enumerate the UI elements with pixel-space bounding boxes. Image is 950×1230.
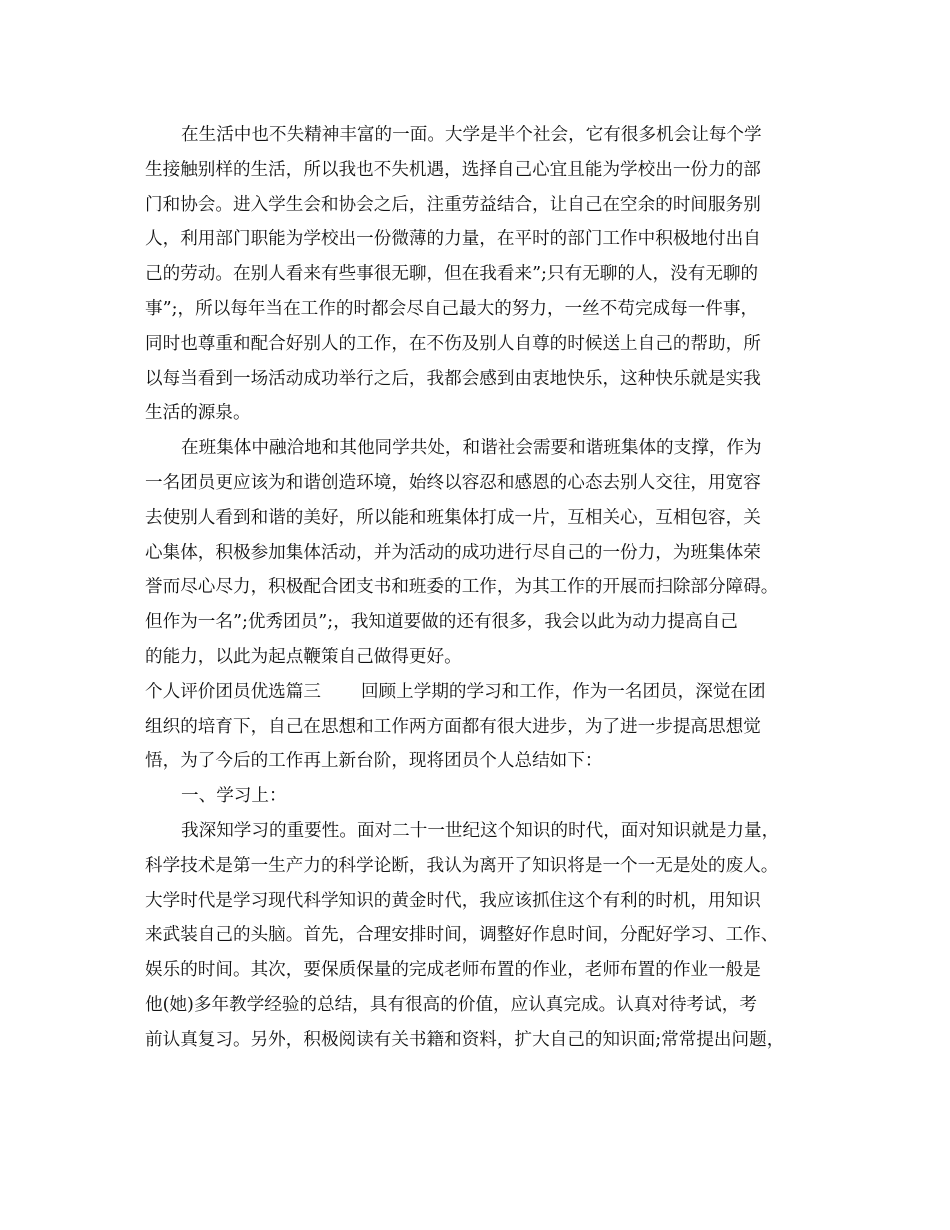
paragraph-line: 事”;，所以每年当在工作的时都会尽自己最大的努力，一丝不苟完成每一件事， bbox=[145, 298, 759, 319]
paragraph-line: 同时也尊重和配合好别人的工作，在不伤及别人自尊的时候送上自己的帮助，所 bbox=[145, 333, 761, 354]
paragraph-line: 人，利用部门职能为学校出一份微薄的力量，在平时的部门工作中积极地付出自 bbox=[145, 229, 761, 250]
paragraph-line: 组织的培育下，自己在思想和工作两方面都有很大进步，为了进一步提高思想觉 bbox=[145, 716, 761, 737]
paragraph-line: 大学时代是学习现代科学知识的黄金时代，我应该抓住这个有利的时机，用知识 bbox=[145, 890, 761, 911]
paragraph-line: 但作为一名”;优秀团员”;，我知道要做的还有很多，我会以此为动力提高自己 bbox=[145, 612, 738, 633]
paragraph-line: 誉而尽心尽力，积极配合团支书和班委的工作，为其工作的开展而扫除部分障碍。 bbox=[145, 577, 779, 598]
paragraph-line: 一名团员更应该为和谐创造环境，始终以容忍和感恩的心态去别人交往，用宽容 bbox=[145, 472, 761, 493]
paragraph-line: 我深知学习的重要性。面对二十一世纪这个知识的时代，面对知识就是力量， bbox=[181, 820, 780, 841]
paragraph-line: 科学技术是第一生产力的科学论断，我认为离开了知识将是一个一无是处的废人。 bbox=[145, 855, 779, 876]
paragraph-line: 在班集体中融洽地和其他同学共处，和谐社会需要和谐班集体的支撑，作为 bbox=[181, 438, 762, 459]
paragraph-line: 在生活中也不失精神丰富的一面。大学是半个社会，它有很多机会让每个学 bbox=[181, 125, 762, 145]
paragraph-line: 生接触别样的生活，所以我也不失机遇，选择自己心宜且能为学校出一份力的部 bbox=[145, 159, 761, 180]
paragraph-line: 前认真复习。另外，积极阅读有关书籍和资料，扩大自己的知识面;常常提出问题， bbox=[145, 1029, 785, 1050]
section-heading-line bbox=[145, 675, 825, 710]
section-heading-text: 回顾上学期的学习和工作，作为一名团员，深觉在团 bbox=[360, 681, 766, 702]
paragraph-line: 己的劳动。在别人看来有些事很无聊，但在我看来”;只有无聊的人，没有无聊的 bbox=[145, 264, 759, 285]
paragraph-line: 来武装自己的头脑。首先，合理安排时间，调整好作息时间，分配好学习、工作、 bbox=[145, 925, 779, 946]
paragraph-line: 生活的源泉。 bbox=[145, 403, 251, 424]
paragraph-line: 的能力，以此为起点鞭策自己做得更好。 bbox=[145, 646, 462, 667]
section-heading-title: 个人评价团员优选篇三 bbox=[145, 681, 321, 702]
paragraph-line: 心集体，积极参加集体活动，并为活动的成功进行尽自己的一份力，为班集体荣 bbox=[145, 542, 761, 563]
paragraph-line: 门和协会。进入学生会和协会之后，注重劳益结合，让自己在空余的时间服务别 bbox=[145, 194, 761, 215]
paragraph-line: 去使别人看到和谐的美好，所以能和班集体打成一片，互相关心，互相包容，关 bbox=[145, 507, 761, 528]
paragraph-line: 他(她)多年教学经验的总结，具有很高的价值，应认真完成。认真对待考试，考 bbox=[145, 994, 757, 1015]
paragraph-line: 悟，为了今后的工作再上新台阶，现将团员个人总结如下： bbox=[145, 751, 603, 772]
document-body bbox=[145, 118, 825, 1058]
paragraph-line: 以每当看到一场活动成功举行之后，我都会感到由衷地快乐，这种快乐就是实我 bbox=[145, 368, 761, 389]
paragraph-line: 娱乐的时间。其次，要保质保量的完成老师布置的作业，老师布置的作业一般是 bbox=[145, 960, 761, 981]
subheading-line: 一、学习上： bbox=[181, 786, 287, 807]
